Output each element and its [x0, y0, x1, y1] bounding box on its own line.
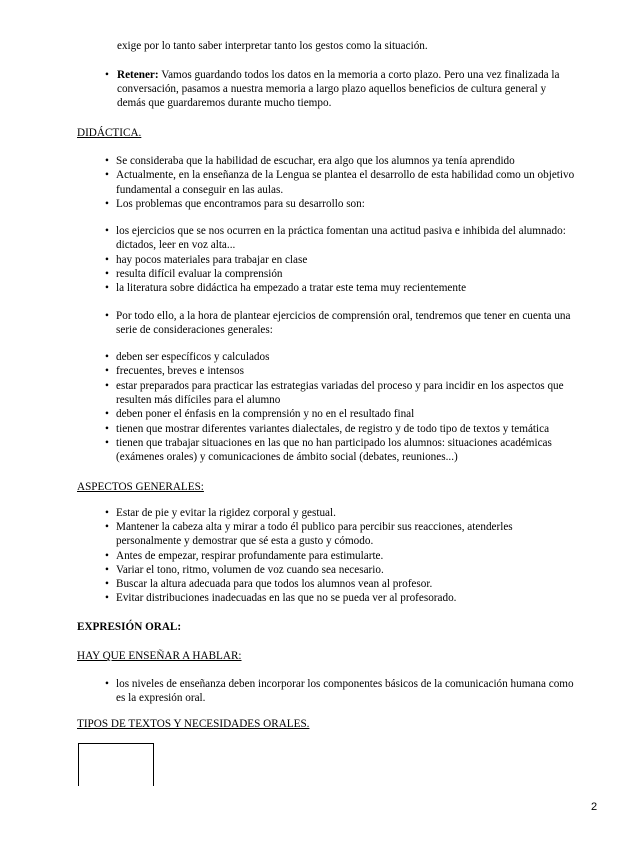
list-item-line: Antes de empezar, respirar profundamente para estimularte. [116, 549, 384, 562]
retener-line-2: conversación, pasamos a nuestra memoria a largo plazo aquellos beneficios de cultura general y [117, 83, 547, 95]
hay-que-heading: HAY QUE ENSEÑAR A HABLAR: [77, 650, 242, 662]
bullet-marker: • [105, 422, 109, 435]
list-item-line: Evitar distribuciones inadecuadas en las que no se pueda ver al profesorado. [116, 592, 457, 605]
list-item-line: Por todo ello, a la hora de plantear ejercicios de comprensión oral, tendremos que tener en cuenta una [116, 310, 571, 322]
list-item-line: tienen que mostrar diferentes variantes dialectales, de registro y de todo tipo de textos y temática [116, 422, 550, 435]
bullet-marker: • [105, 267, 109, 280]
bullet-marker: • [105, 169, 109, 182]
bullet-marker: • [105, 436, 109, 449]
bullet-marker: • [105, 351, 109, 363]
list-item-line: dictados, leer en voz alta... [116, 239, 236, 252]
bullet-marker: • [105, 282, 109, 295]
bullet-marker: • [105, 408, 109, 421]
list-item-line: tienen que trabajar situaciones en las que no han participado los alumnos: situaciones académicas [116, 436, 552, 449]
list-item-line: (exámenes orales) y comunicaciones de ámbito social (debates, reuniones...) [116, 451, 458, 464]
bullet-marker: • [105, 592, 109, 605]
retener-line-3: demás que guardaremos durante mucho tiempo. [117, 97, 332, 109]
bullet-marker: • [105, 225, 109, 237]
list-item-line: los niveles de enseñanza deben incorporar los componentes básicos de la comunicación humana como [116, 678, 574, 690]
bullet-marker: • [105, 578, 109, 590]
list-item-line: frecuentes, breves e intensos [116, 365, 244, 378]
list-item-line: deben poner el énfasis en la comprensión y no en el resultado final [116, 408, 415, 421]
bullet-marker: • [105, 310, 109, 322]
list-item-line: Estar de pie y evitar la rigidez corporal y gestual. [116, 507, 336, 519]
list-item-line: es la expresión oral. [116, 692, 206, 705]
bullet-marker: • [105, 563, 109, 576]
bullet-marker: • [105, 69, 109, 81]
list-item-line: los ejercicios que se nos ocurren en la práctica fomentan una actitud pasiva e inhibida del alumnado: [116, 225, 566, 237]
list-item-line: Mantener la cabeza alta y mirar a todo él publico para percibir sus reacciones, atenderles [116, 521, 513, 534]
bullet-marker: • [105, 507, 109, 519]
list-item-line: hay pocos materiales para trabajar en clase [116, 253, 308, 266]
bullet-marker: • [105, 253, 109, 266]
continuation-text: exige por lo tanto saber interpretar tanto los gestos como la situación. [117, 40, 428, 52]
list-item-line: Variar el tono, ritmo, volumen de voz cuando sea necesario. [116, 563, 384, 576]
list-item-line: personalmente y demostrar que sé esta a gusto y cómodo. [116, 535, 374, 548]
list-item-line: deben ser específicos y calculados [116, 351, 270, 363]
retener-label: Retener: [117, 69, 159, 81]
list-item-line: Actualmente, en la enseñanza de la Lengua se plantea el desarrollo de esta habilidad como un objetivo [116, 169, 575, 182]
list-item-line: resulta difícil evaluar la comprensión [116, 267, 283, 280]
bullet-marker: • [105, 549, 109, 562]
retener-line-1 [117, 68, 560, 82]
bullet-marker: • [105, 521, 109, 534]
list-item-line: Los problemas que encontramos para su desarrollo son: [116, 197, 365, 210]
empty-table-box [78, 743, 154, 786]
list-item-line: Se consideraba que la habilidad de escuchar, era algo que los alumnos ya tenía aprendido [116, 155, 515, 167]
list-item-line: resulten más difíciles para el alumno [116, 393, 281, 406]
tipos-heading: TIPOS DE TEXTOS Y NECESIDADES ORALES. [77, 718, 310, 730]
bullet-marker: • [105, 155, 109, 167]
didactica-heading: DIDÁCTICA. [77, 127, 142, 139]
expresion-heading: EXPRESIÓN ORAL: [77, 621, 182, 633]
list-item-line: serie de consideraciones generales: [116, 324, 273, 337]
bullet-marker: • [105, 678, 109, 690]
list-item-line: Buscar la altura adecuada para que todos los alumnos vean al profesor. [116, 578, 433, 590]
bullet-marker: • [105, 365, 109, 378]
list-item-line: fundamental a conseguir en las aulas. [116, 183, 284, 196]
bullet-marker: • [105, 197, 109, 210]
list-item-line: estar preparados para practicar las estrategias variadas del proceso y para incidir en los aspectos que [116, 379, 564, 392]
aspectos-heading: ASPECTOS GENERALES: [77, 481, 204, 493]
list-item-line: la literatura sobre didáctica ha empezado a tratar este tema muy recientemente [116, 282, 467, 295]
retener-text: Vamos guardando todos los datos en la memoria a corto plazo. Pero una vez finalizada la [161, 69, 560, 81]
page-number: 2 [591, 801, 598, 813]
bullet-marker: • [105, 379, 109, 392]
